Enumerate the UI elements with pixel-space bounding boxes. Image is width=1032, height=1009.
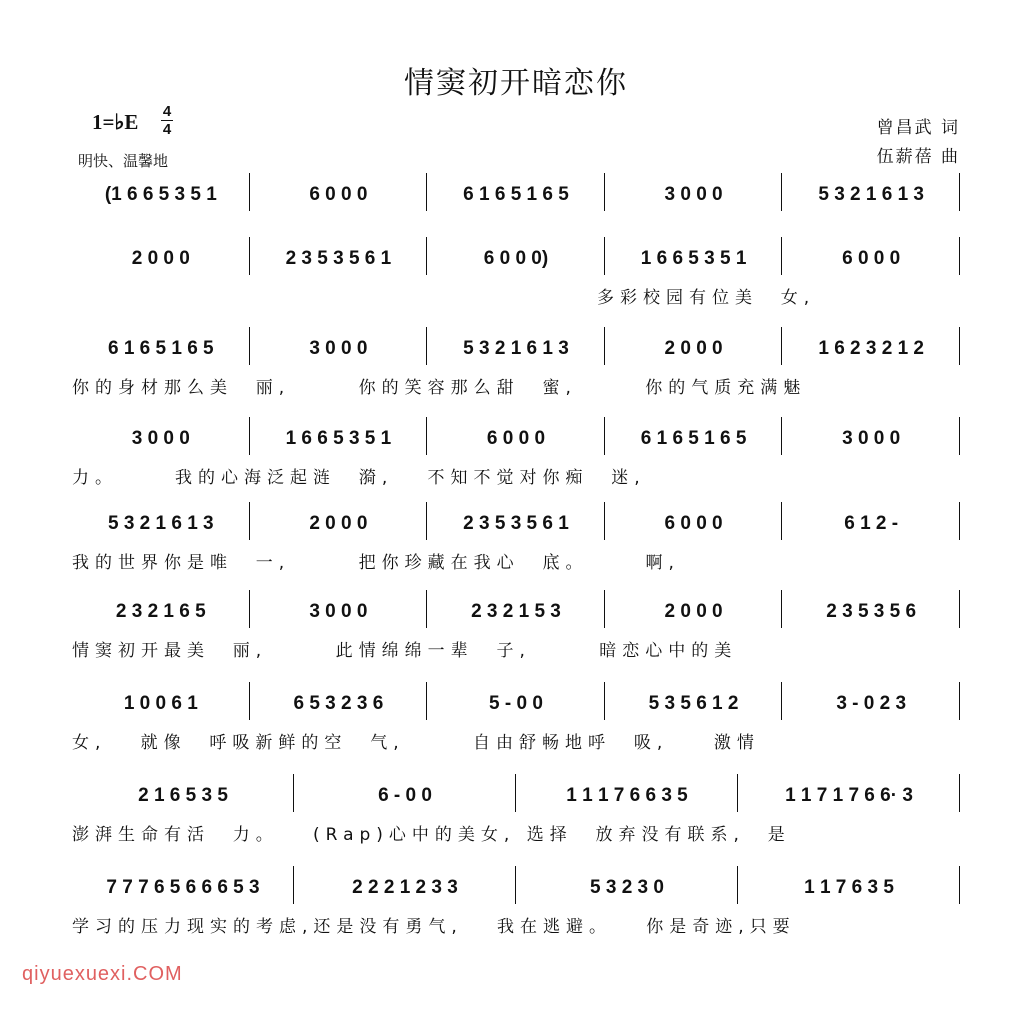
barline xyxy=(426,327,427,365)
notation-line xyxy=(72,510,960,538)
meter-bottom: 4 xyxy=(162,121,172,138)
measure: 1 6 6 5 3 5 1 xyxy=(285,428,392,449)
barline xyxy=(737,866,738,904)
measure: 5 3 2 1 6 1 3 xyxy=(463,338,569,359)
measure: 2 0 0 0 xyxy=(309,513,368,534)
measure: 6 0 0 0) xyxy=(483,248,549,269)
barline xyxy=(249,417,250,455)
barline xyxy=(959,417,960,455)
measure: 2 0 0 0 xyxy=(664,338,723,359)
measure: 6 - 0 0 xyxy=(378,785,432,806)
barline xyxy=(426,502,427,540)
barline xyxy=(604,417,605,455)
barline xyxy=(959,327,960,365)
measure: 5 3 2 1 6 1 3 xyxy=(107,513,214,534)
measure: 7 7 7 6 5 6 6 6 5 3 xyxy=(106,877,260,898)
barline xyxy=(959,590,960,628)
barline xyxy=(426,682,427,720)
barline xyxy=(604,237,605,275)
barline xyxy=(249,502,250,540)
composer-credit: 伍薪蓓 曲 xyxy=(876,147,960,167)
measure: 1 0 0 6 1 xyxy=(123,693,198,714)
measure: 6 0 0 0 xyxy=(842,248,901,269)
notation-line xyxy=(72,181,960,209)
barline xyxy=(959,866,960,904)
barline xyxy=(781,502,782,540)
barline xyxy=(249,682,250,720)
measure: 6 0 0 0 xyxy=(309,184,368,205)
measure: 6 1 6 5 1 6 5 xyxy=(463,184,569,205)
score-row xyxy=(72,782,960,852)
meter-top: 4 xyxy=(162,103,172,120)
barline xyxy=(426,237,427,275)
measure: 3 0 0 0 xyxy=(842,428,901,449)
notation-line xyxy=(72,425,960,453)
measure: 3 - 0 2 3 xyxy=(836,693,907,714)
measure: 2 3 5 3 5 6 1 xyxy=(285,248,392,269)
barline xyxy=(604,502,605,540)
time-signature xyxy=(160,103,174,138)
measure: 2 2 2 1 2 3 3 xyxy=(352,877,458,898)
barline xyxy=(781,682,782,720)
barline xyxy=(959,502,960,540)
barline xyxy=(604,173,605,211)
score-row xyxy=(72,181,960,251)
score-row xyxy=(72,690,960,760)
measure: 1 1 1 7 6 6 3 5 xyxy=(566,785,688,806)
measure: 3 0 0 0 xyxy=(664,184,723,205)
barline xyxy=(737,774,738,812)
barline xyxy=(249,590,250,628)
lyricist-credit: 曾昌武 词 xyxy=(876,118,960,138)
key-signature: 1=♭E xyxy=(92,110,139,134)
lyric-line: 我的世界你是唯 一, 把你珍藏在我心 底。 啊, xyxy=(72,553,680,573)
barline xyxy=(604,682,605,720)
score-row xyxy=(72,510,960,580)
barline xyxy=(959,237,960,275)
barline xyxy=(781,173,782,211)
notation-line xyxy=(72,598,960,626)
measure: 5 - 0 0 xyxy=(489,693,543,714)
measure: 5 3 2 3 0 xyxy=(590,877,664,898)
score-row xyxy=(72,245,960,315)
measure: 6 0 0 0 xyxy=(664,513,723,534)
notation-line xyxy=(72,690,960,718)
barline xyxy=(515,866,516,904)
barline xyxy=(781,237,782,275)
measure: 5 3 5 6 1 2 xyxy=(648,693,739,714)
measure: (1 6 6 5 3 5 1 xyxy=(104,184,217,205)
barline xyxy=(604,327,605,365)
barline xyxy=(249,237,250,275)
lyric-line: 澎湃生命有活 力。 (Rap)心中的美女, 选择 放弃没有联系, 是 xyxy=(72,825,791,845)
notation-line xyxy=(72,335,960,363)
barline xyxy=(781,417,782,455)
barline xyxy=(781,590,782,628)
barline xyxy=(781,327,782,365)
measure: 2 3 2 1 6 5 xyxy=(115,601,206,622)
notation-line xyxy=(72,874,960,902)
measure: 2 0 0 0 xyxy=(664,601,723,622)
lyric-line: 学习的压力现实的考虑,还是没有勇气, 我在逃避。 你是奇迹,只要 xyxy=(72,917,796,937)
score-row xyxy=(72,335,960,405)
measure: 1 1 7 6 3 5 xyxy=(804,877,894,898)
lyric-line: 多彩校园有位美 女, xyxy=(597,288,816,308)
measure: 2 3 5 3 5 6 xyxy=(826,601,917,622)
barline xyxy=(249,173,250,211)
watermark: qiyuexuexi.COM xyxy=(22,963,183,985)
tempo-marking: 明快、温馨地 xyxy=(78,152,169,170)
score-row xyxy=(72,425,960,495)
barline xyxy=(959,173,960,211)
barline xyxy=(959,682,960,720)
lyric-line: 情窦初开最美 丽, 此情绵绵一辈 子, 暗恋心中的美 xyxy=(72,641,738,661)
measure: 1 6 2 3 2 1 2 xyxy=(818,338,924,359)
lyric-line: 你的身材那么美 丽, 你的笑容那么甜 蜜, 你的气质充满魅 xyxy=(72,378,807,398)
barline xyxy=(426,590,427,628)
barline xyxy=(959,774,960,812)
measure: 3 0 0 0 xyxy=(309,338,368,359)
measure: 1 6 6 5 3 5 1 xyxy=(640,248,747,269)
page-title: 情窦初开暗恋你 xyxy=(404,66,628,101)
lyric-line: 女, 就像 呼吸新鲜的空 气, 自由舒畅地呼 吸, 激情 xyxy=(72,733,760,753)
score-row xyxy=(72,874,960,944)
measure: 2 3 5 3 5 6 1 xyxy=(463,513,569,534)
barline xyxy=(293,774,294,812)
barline xyxy=(293,866,294,904)
barline xyxy=(426,173,427,211)
measure: 6 1 2 - xyxy=(844,513,899,534)
measure: 1 1 7 1 7 6 6· 3 xyxy=(785,785,913,806)
lyric-line: 力。 我的心海泛起涟 漪, 不知不觉对你痴 迷, xyxy=(72,468,646,488)
measure: 6 0 0 0 xyxy=(486,428,546,449)
barline xyxy=(515,774,516,812)
notation-line xyxy=(72,782,960,810)
measure: 6 1 6 5 1 6 5 xyxy=(640,428,747,449)
measure: 2 3 2 1 5 3 xyxy=(471,601,561,622)
barline xyxy=(604,590,605,628)
measure: 2 1 6 5 3 5 xyxy=(138,785,228,806)
measure: 6 5 3 2 3 6 xyxy=(293,693,384,714)
measure: 5 3 2 1 6 1 3 xyxy=(818,184,924,205)
barline xyxy=(426,417,427,455)
barline xyxy=(249,327,250,365)
measure: 2 0 0 0 xyxy=(131,248,190,269)
score-row xyxy=(72,598,960,668)
measure: 3 0 0 0 xyxy=(131,428,190,449)
notation-line xyxy=(72,245,960,273)
measure: 3 0 0 0 xyxy=(309,601,368,622)
measure: 6 1 6 5 1 6 5 xyxy=(107,338,214,359)
